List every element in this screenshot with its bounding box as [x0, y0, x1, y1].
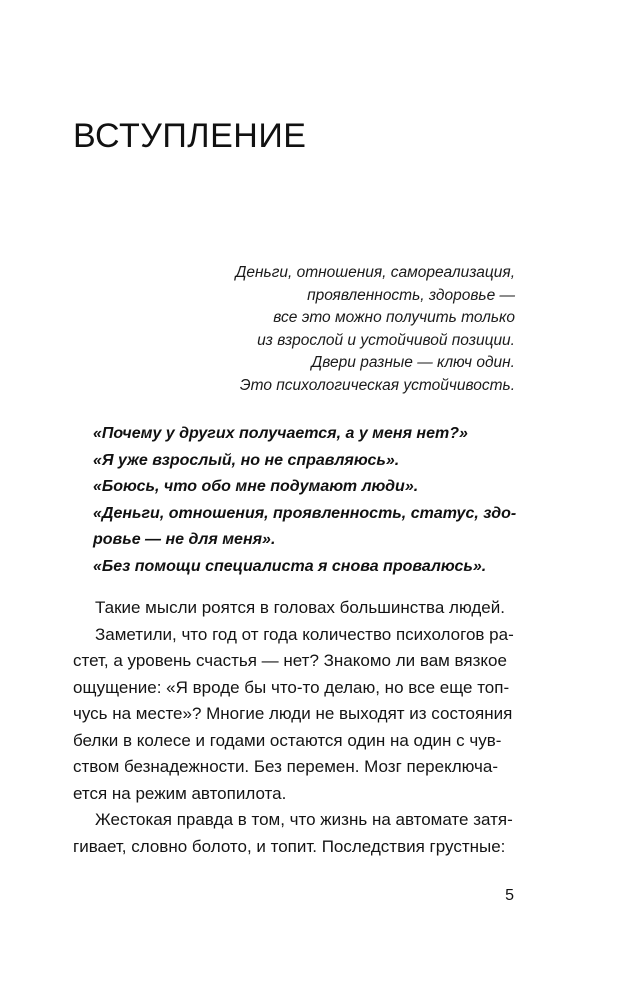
body-line: Такие мысли роятся в головах большинства людей. — [95, 598, 505, 617]
body-text — [73, 595, 533, 860]
epigraph-line: из взрослой и устойчивой позиции. — [257, 331, 515, 349]
body-line: Заметили, что год от года количество психологов ра- — [95, 624, 514, 644]
epigraph-line: Двери разные — ключ один. — [311, 354, 515, 371]
epigraph-line: все это можно получить только — [273, 309, 515, 326]
epigraph — [155, 262, 515, 397]
quote-line: «Без помощи специалиста я снова провалюсь». — [93, 557, 487, 575]
quote-line: «Я уже взрослый, но не справляюсь». — [93, 451, 400, 469]
chapter-title: ВСТУПЛЕНИЕ — [73, 117, 307, 155]
body-line: гивает, словно болото, и топит. Последствия грустные: — [73, 836, 506, 856]
body-line: ощущение: «Я вроде бы что-то делаю, но все еще топ- — [73, 677, 510, 697]
epigraph-line: Деньги, отношения, самореализация, — [235, 264, 515, 281]
page-number: 5 — [505, 887, 514, 904]
body-line: чусь на месте»? Многие люди не выходят из состояния — [73, 704, 513, 723]
quote-line: «Деньги, отношения, проявленность, статус, здо- — [93, 504, 517, 522]
quote-line: «Почему у других получается, а у меня нет?» — [93, 425, 468, 442]
body-line: ством безнадежности. Без перемен. Мозг переключа- — [73, 757, 498, 776]
quotes-block — [93, 421, 533, 580]
epigraph-line: Это психологическая устойчивость. — [239, 376, 515, 394]
quote-line: «Боюсь, что обо мне подумают люди». — [93, 478, 419, 495]
body-line: ется на режим автопилота. — [73, 783, 287, 803]
body-line: белки в колесе и годами остаются один на один с чув- — [73, 730, 502, 750]
epigraph-line: проявленность, здоровье — — [307, 286, 515, 304]
body-line: Жестокая правда в том, что жизнь на автомате затя- — [95, 810, 513, 829]
body-line: стет, а уровень счастья — нет? Знакомо ли вам вязкое — [73, 651, 507, 670]
quote-line: ровье — не для меня». — [93, 531, 276, 548]
